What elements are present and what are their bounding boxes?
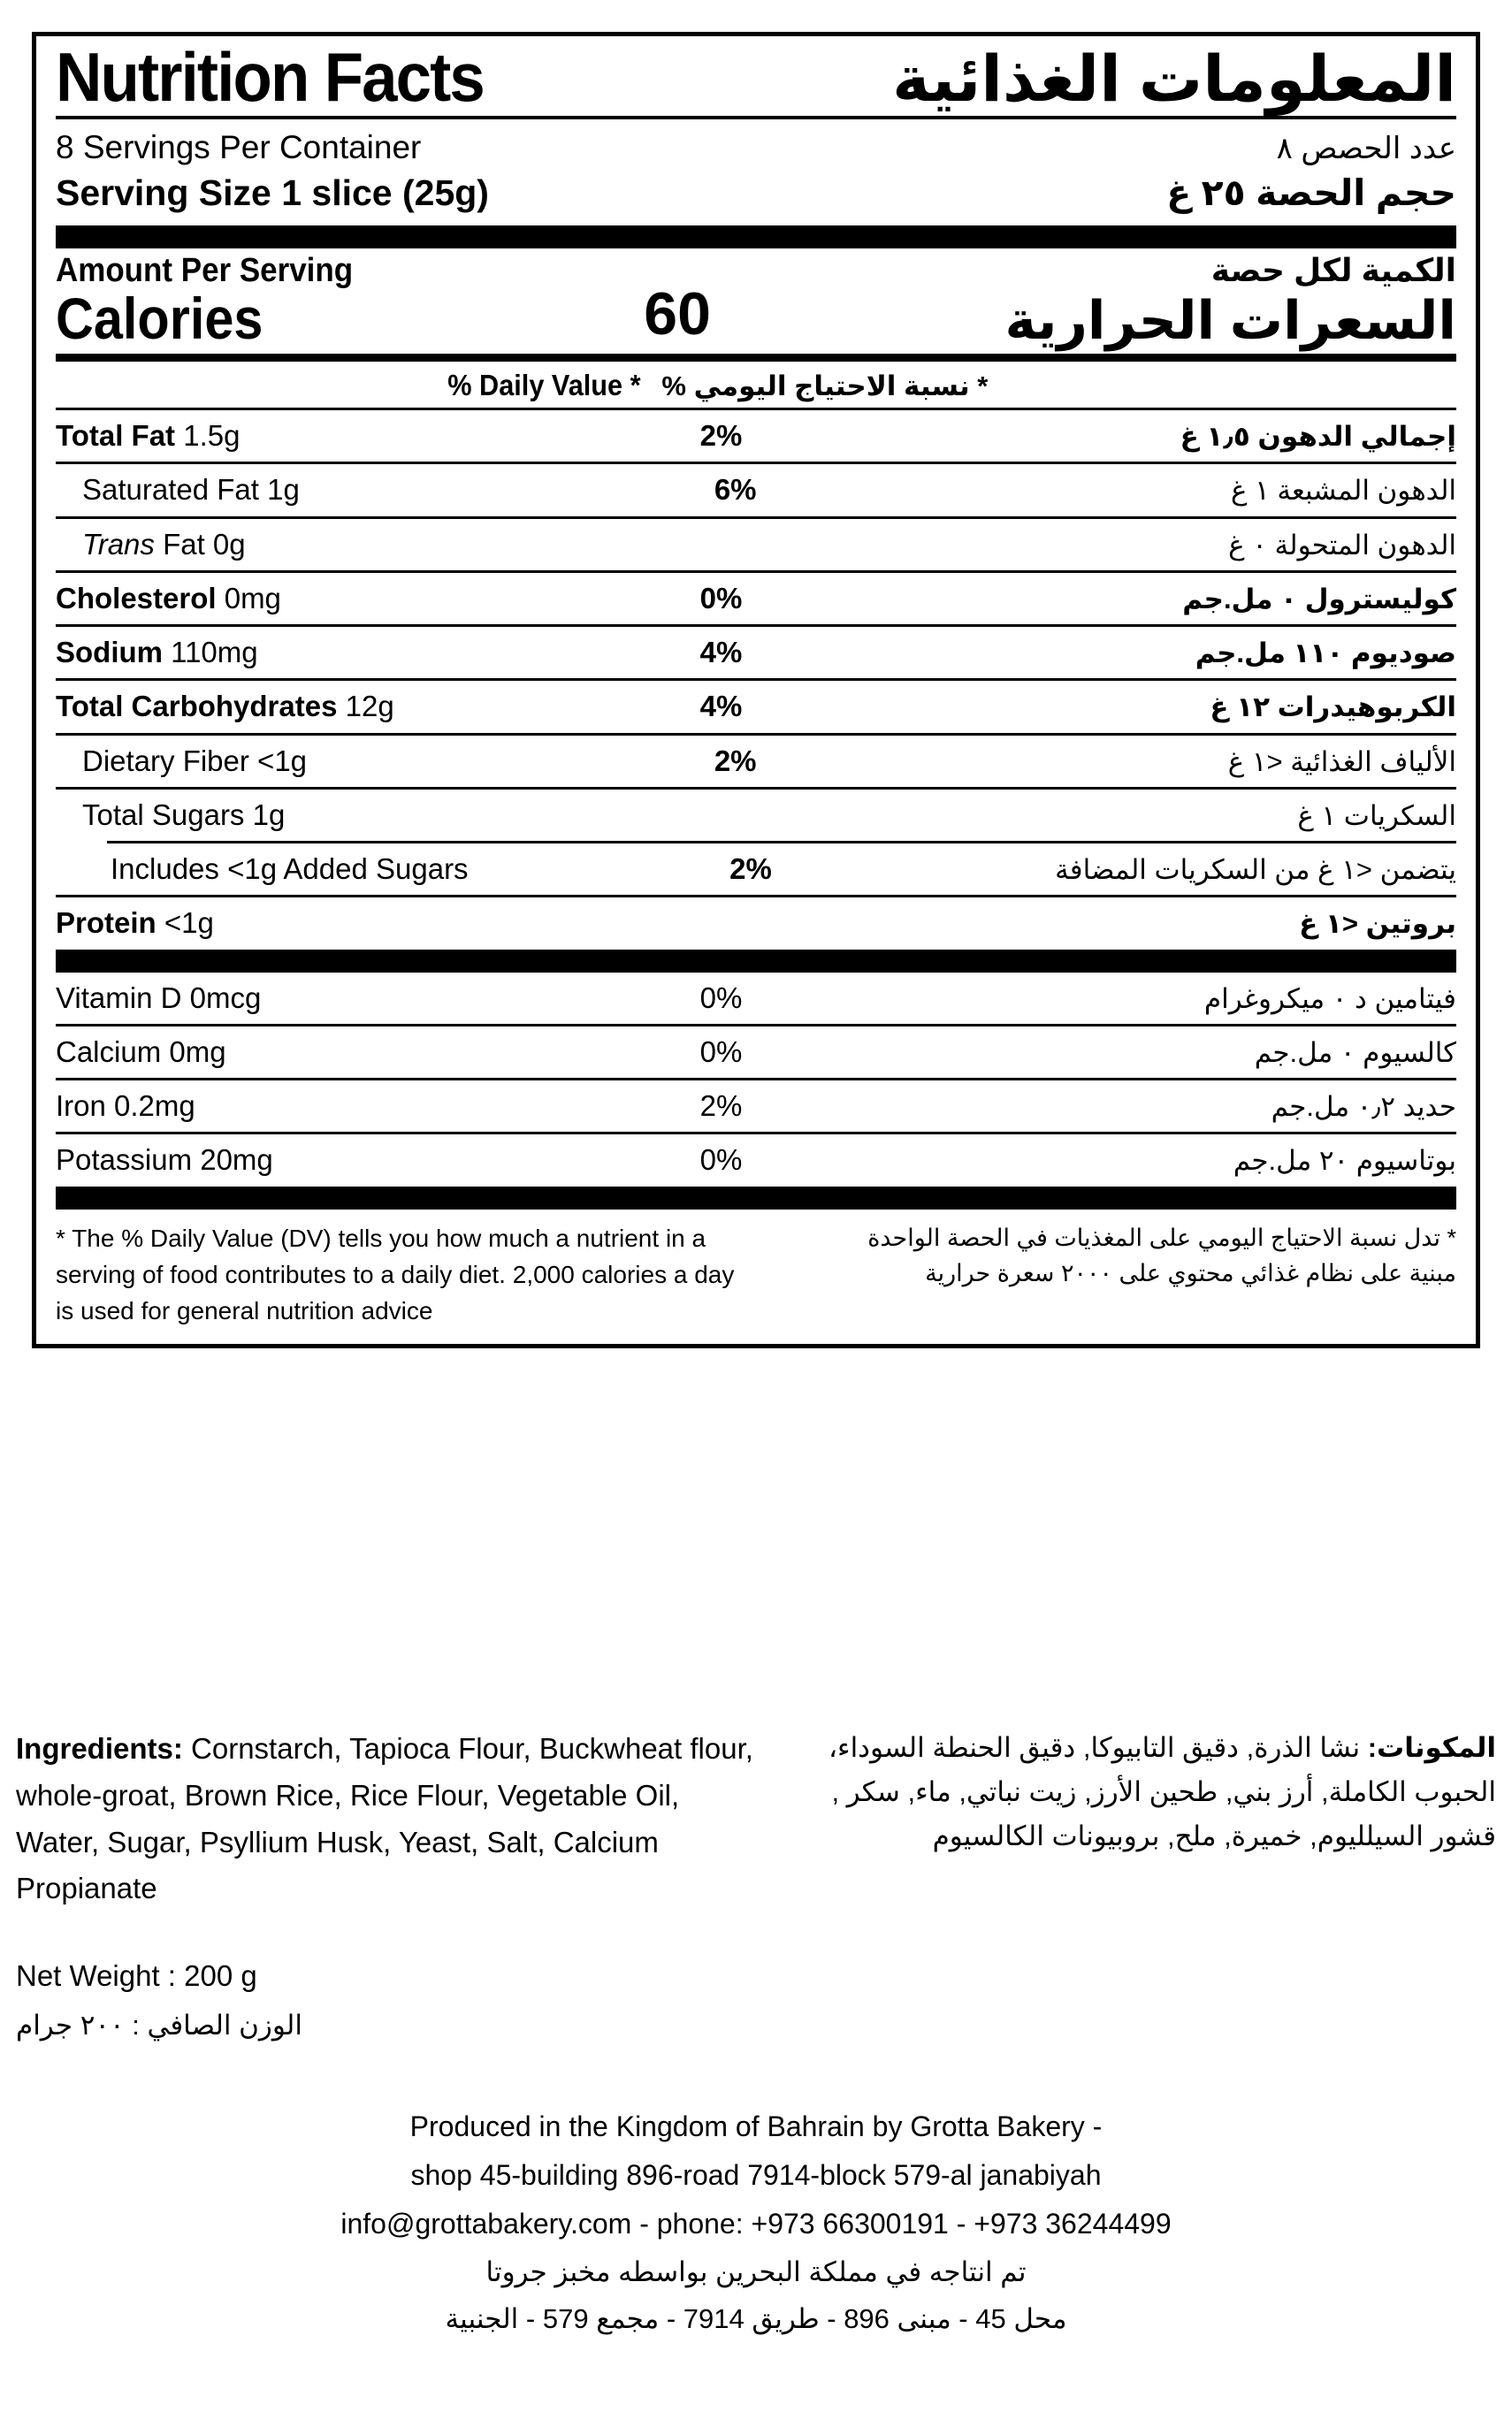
label-title-row	[56, 36, 1456, 116]
divider-under-micronutrients	[56, 1187, 1456, 1210]
nutrient-name-arabic: السكريات ١ غ	[1297, 799, 1456, 831]
nutrient-name: Trans	[82, 527, 155, 561]
nutrient-name-arabic: الدهون المشبعة ١ غ	[1230, 475, 1456, 507]
micronutrient-row	[56, 1080, 1456, 1132]
micronutrient-row	[56, 1027, 1456, 1078]
nutrient-amount: 0mg	[216, 581, 281, 614]
nutrient-daily-value: 2%	[714, 744, 757, 777]
nutrient-daily-value: 6%	[714, 473, 757, 507]
footer-line-2-english: shop 45-building 896-road 7914-block 579-al janabiyah	[410, 2159, 1102, 2192]
ingredients-text-english: Cornstarch, Tapioca Flour, Buckwheat flour, whole-groat, Brown Rice, Rice Flour, Vegetable Oil, Water, Sugar, Psyllium Husk, Yeast, Salt, Calcium Propianate	[16, 1732, 753, 1905]
micronutrient-name-english: Potassium 20mg	[56, 1143, 273, 1177]
nutrient-row	[56, 627, 1456, 678]
servings-per-container-row	[56, 126, 1456, 170]
micronutrient-daily-value: 2%	[699, 1089, 743, 1123]
nutrient-name-arabic: الكربوهيدرات ١٢ غ	[1210, 691, 1456, 723]
manufacturer-footer	[0, 2103, 1512, 2343]
calories-label-arabic: السعرات الحرارية	[1004, 291, 1456, 351]
nutrient-row	[56, 519, 1456, 570]
micronutrient-daily-value: 0%	[699, 1143, 743, 1177]
nutrient-row	[56, 410, 1456, 462]
nutrient-row	[56, 843, 1456, 895]
nutrient-row	[56, 681, 1456, 732]
nutrient-name: Cholesterol	[56, 581, 217, 614]
serving-size-arabic: حجم الحصة ٢٥ غ	[1166, 172, 1456, 213]
nutrient-amount: 1g	[244, 798, 286, 831]
nutrient-name-english	[56, 905, 700, 941]
nutrient-name: Dietary Fiber	[82, 744, 249, 777]
nutrient-amount: <1g	[156, 906, 214, 940]
micronutrient-row	[56, 1134, 1456, 1186]
micronutrient-name-arabic: حديد ٠٫٢ مل.جم	[1271, 1091, 1456, 1123]
nutrient-amount: 1.5g	[175, 419, 241, 453]
daily-value-header-english: % Daily Value *	[447, 369, 641, 402]
micronutrient-name-english: Calcium 0mg	[56, 1034, 226, 1068]
nutrient-name: Total Carbohydrates	[56, 690, 338, 723]
nutrient-name-arabic: صوديوم ١١٠ مل.جم	[1195, 637, 1456, 669]
servings-per-container-english: 8 Servings Per Container	[56, 128, 422, 165]
nutrient-name: Total Sugars	[82, 798, 245, 831]
nutrient-name-english	[82, 744, 714, 779]
ingredients-section	[16, 1726, 1496, 1912]
micronutrient-daily-value: 0%	[699, 981, 743, 1014]
footnote-english: * The % Daily Value (DV) tells you how much a nutrient in a serving of food contributes to a daily diet. 2,000 calories a day is used for general nutrition advice	[56, 1224, 735, 1325]
nutrient-name-english	[56, 581, 700, 616]
nutrient-daily-value: 4%	[699, 636, 743, 669]
nutrient-daily-value: 4%	[699, 690, 743, 723]
nutrient-name-english	[56, 635, 700, 670]
nutrient-name: Protein	[56, 906, 157, 940]
net-weight-arabic: الوزن الصافي : ٢٠٠ جرام	[16, 2010, 302, 2041]
nutrient-name-arabic: يتضمن <١ غ من السكريات المضافة	[1055, 854, 1456, 886]
nutrient-name-arabic: بروتين <١ غ	[1299, 908, 1456, 940]
servings-block	[56, 119, 1456, 225]
nutrient-daily-value: 0%	[699, 581, 743, 614]
footer-line-1-english: Produced in the Kingdom of Bahrain by Grotta Bakery -	[409, 2110, 1103, 2142]
amount-per-serving-english: Amount Per Serving	[56, 252, 354, 290]
nutrient-name: Saturated Fat	[82, 473, 259, 507]
calories-value: 60	[644, 280, 711, 348]
nutrient-amount: 110mg	[163, 636, 258, 669]
serving-size-english: Serving Size 1 slice (25g)	[56, 172, 489, 213]
daily-value-footnote	[56, 1210, 1456, 1335]
nutrient-row	[56, 573, 1456, 624]
nutrient-name-english	[82, 472, 714, 508]
nutrient-name-arabic: الدهون المتحولة ٠ غ	[1228, 529, 1456, 561]
calories-label-english: Calories	[56, 286, 263, 352]
title-arabic: المعلومات الغذائية	[892, 44, 1456, 115]
footer-line-3-english: info@grottabakery.com - phone: +973 66300191 - +973 36244499	[340, 2208, 1172, 2240]
nutrient-amount: 12g	[337, 690, 394, 723]
footnote-arabic: * تدل نسبة الاحتياج اليومي على المغذيات في الحصة الواحدة مبنية على نظام غذائي محتوي على ٢٠٠٠ سعرة حرارية	[867, 1224, 1456, 1287]
divider-above-calories	[56, 225, 1456, 248]
divider-under-calories	[56, 354, 1456, 362]
micronutrient-name-arabic: كالسيوم ٠ مل.جم	[1254, 1036, 1456, 1068]
serving-size-row	[56, 170, 1456, 217]
nutrient-row	[56, 790, 1456, 841]
micronutrient-rows-container	[56, 973, 1456, 1187]
nutrient-name-english	[82, 798, 714, 833]
nutrient-row	[56, 464, 1456, 515]
ingredients-label-english: Ingredients:	[16, 1732, 183, 1765]
micronutrient-name-arabic: بوتاسيوم ٢٠ مل.جم	[1233, 1145, 1456, 1177]
nutrient-name: Includes <1g Added Sugars	[111, 852, 469, 886]
nutrient-amount: <1g	[248, 744, 308, 777]
micronutrient-name-english: Iron 0.2mg	[56, 1089, 195, 1123]
ingredients-english	[16, 1726, 756, 1912]
nutrient-name-english	[111, 851, 729, 887]
nutrient-name-arabic: كوليسترول ٠ مل.جم	[1182, 583, 1456, 614]
micronutrient-name-arabic: فيتامين د ٠ ميكروغرام	[1203, 982, 1456, 1014]
footer-line-2-arabic: محل 45 - مبنى 896 - طريق 7914 - مجمع 579 - الجنبية	[445, 2303, 1067, 2335]
micronutrient-name-english: Vitamin D 0mcg	[56, 981, 262, 1014]
net-weight-english: Net Weight : 200 g	[16, 1959, 257, 1992]
nutrient-name: Total Fat	[56, 419, 176, 453]
nutrient-name-english	[82, 527, 714, 562]
calories-block	[56, 248, 1456, 354]
daily-value-header-arabic: * نسبة الاحتياج اليومي %	[661, 370, 989, 402]
nutrient-rows-container	[56, 410, 1456, 950]
footer-line-1-arabic: تم انتاجه في مملكة البحرين بواسطه مخبز جروتا	[485, 2256, 1027, 2288]
ingredients-text-arabic: نشا الذرة, دقيق التابيوكا, دقيق الحنطة السوداء، الحبوب الكاملة, أرز بني, طحين الأرز, زيت نباتي, ماء, سكر , قشور السيلليوم, خميرة, ملح, بروبيونات الكالسيوم	[828, 1732, 1496, 1852]
calories-row	[56, 280, 1456, 352]
ingredients-arabic	[815, 1726, 1496, 1912]
nutrient-amount: Fat 0g	[154, 527, 246, 561]
servings-per-container-arabic: عدد الحصص ٨	[1276, 131, 1456, 165]
nutrient-name-arabic: إجمالي الدهون ١٫٥ غ	[1180, 421, 1456, 453]
ingredients-label-arabic: المكونات:	[1367, 1732, 1496, 1763]
nutrient-amount: 1g	[258, 473, 300, 507]
title-english: Nutrition Facts	[56, 38, 484, 116]
nutrient-row	[56, 897, 1456, 949]
nutrient-row	[56, 736, 1456, 787]
nutrient-daily-value: 2%	[699, 419, 743, 453]
nutrition-facts-panel	[32, 32, 1480, 1348]
nutrient-name-arabic: الألياف الغذائية <١ غ	[1227, 745, 1456, 777]
nutrient-name-english	[56, 689, 700, 724]
nutrient-name-english	[56, 418, 700, 454]
micronutrient-daily-value: 0%	[699, 1034, 743, 1068]
amount-per-serving-arabic: الكمية لكل حصة	[1210, 252, 1456, 289]
divider-under-protein	[56, 950, 1456, 973]
micronutrient-row	[56, 973, 1456, 1024]
nutrient-name: Sodium	[56, 636, 163, 669]
nutrient-daily-value: 2%	[729, 852, 772, 886]
daily-value-header	[56, 362, 1456, 408]
